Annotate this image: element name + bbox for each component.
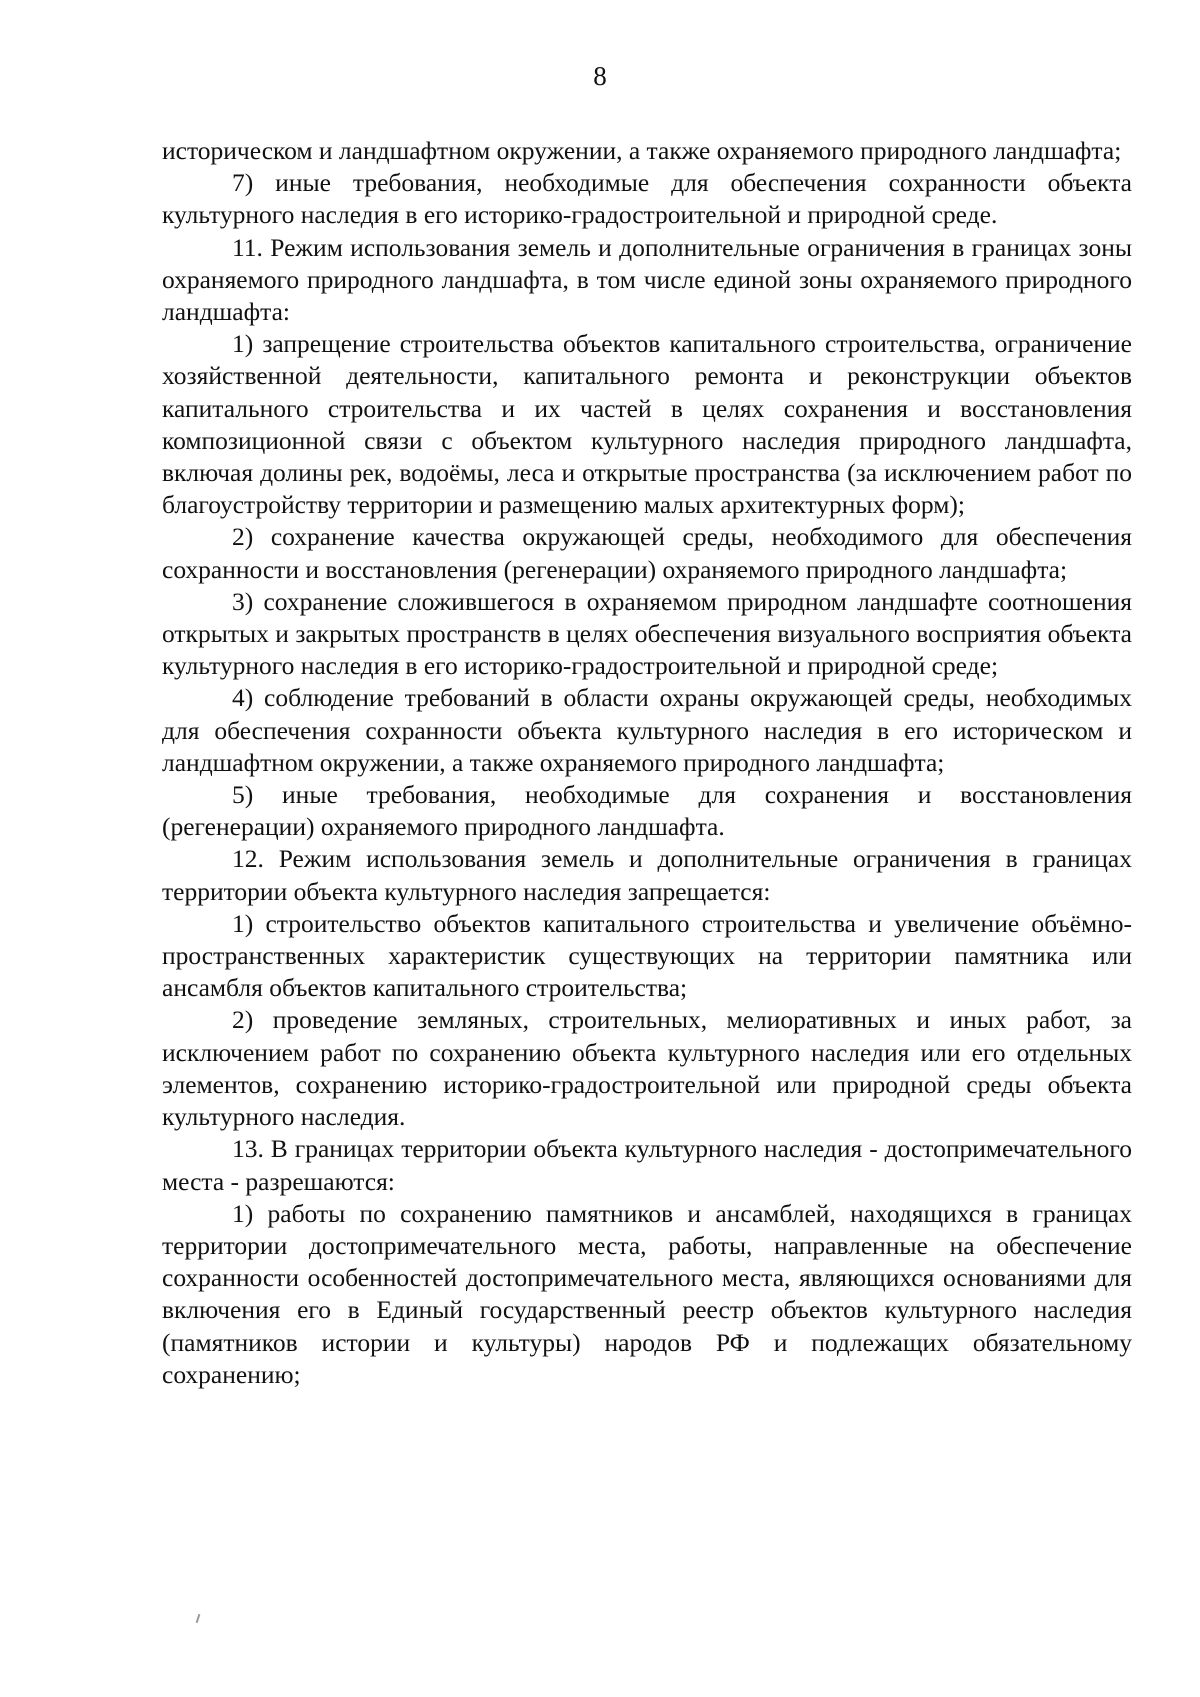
- scan-artifact-mark: [196, 1614, 201, 1623]
- paragraph-item-7: 7) иные требования, необходимые для обеспечения сохранности объекта культурного наследия в его историко-градостроительной и природной среде.: [162, 168, 1132, 230]
- paragraph-section-13: 13. В границах территории объекта культурного наследия - достопримечательного места - разрешаются:: [162, 1134, 1132, 1196]
- paragraph-item-12-1: 1) строительство объектов капитального строительства и увеличение объёмно-пространственных характеристик существующих на территории памятника или ансамбля объектов капитального строительства;: [162, 908, 1132, 1003]
- paragraph-section-11: 11. Режим использования земель и дополнительные ограничения в границах зоны охраняемого природного ландшафта, в том числе единой зоны охраняемого природного ландшафта:: [162, 232, 1132, 327]
- document-body: [162, 135, 1132, 1391]
- paragraph-item-11-1: 1) запрещение строительства объектов капитального строительства, ограничение хозяйственной деятельности, капитального ремонта и реконструкции объектов капитального строительства и их частей в целях сохранения и восстановления композиционной связи с объектом культурного наследия природного ландшафта, включая долины рек, водоёмы, леса и открытые пространства (за исключением работ по благоустройству территории и размещению малых архитектурных форм);: [162, 329, 1132, 520]
- paragraph-item-11-2: 2) сохранение качества окружающей среды, необходимого для обеспечения сохранности и восстановления (регенерации) охраняемого природного ландшафта;: [162, 522, 1132, 584]
- paragraph-item-12-2: 2) проведение земляных, строительных, мелиоративных и иных работ, за исключением работ по сохранению объекта культурного наследия или его отдельных элементов, сохранению историко-градостроительной или природной среды объекта культурного наследия.: [162, 1005, 1132, 1132]
- page-number: 8: [593, 61, 607, 91]
- paragraph-continuation: историческом и ландшафтном окружении, а также охраняемого природного ландшафта;: [162, 136, 1122, 165]
- paragraph-section-12: 12. Режим использования земель и дополнительные ограничения в границах территории объекта культурного наследия запрещается:: [162, 844, 1132, 906]
- paragraph-item-11-4: 4) соблюдение требований в области охраны окружающей среды, необходимых для обеспечения сохранности объекта культурного наследия в его историческом и ландшафтном окружении, а также охраняемого природного ландшафта;: [162, 683, 1132, 777]
- paragraph-item-13-1: 1) работы по сохранению памятников и ансамблей, находящихся в границах территории достопримечательного места, работы, направленные на обеспечение сохранности особенностей достопримечательного места, являющихся основаниями для включения его в Единый государственный реестр объектов культурного наследия (памятников истории и культуры) народов РФ и подлежащих обязательному сохранению;: [162, 1198, 1132, 1389]
- paragraph-item-11-3: 3) сохранение сложившегося в охраняемом природном ландшафте соотношения открытых и закрытых пространств в целях обеспечения визуального восприятия объекта культурного наследия в его историко-градостроительной и природной среде;: [162, 586, 1132, 681]
- paragraph-item-11-5: 5) иные требования, необходимые для сохранения и восстановления (регенерации) охраняемого природного ландшафта.: [162, 780, 1132, 842]
